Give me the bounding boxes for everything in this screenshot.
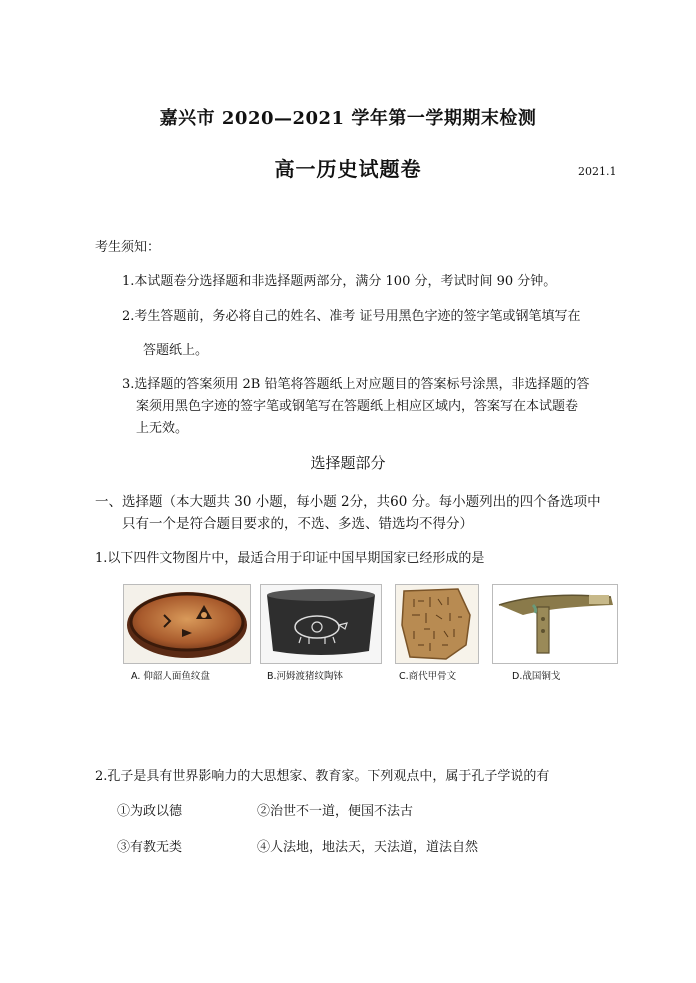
pottery-basin-image: [123, 584, 251, 664]
caption-a: A. 仰韶人面鱼纹盘: [131, 671, 210, 682]
caption-c: C.商代甲骨文: [399, 671, 457, 682]
notice-item-3-line2: 案须用黑色字迹的签字笔或钢笔写在答题纸上相应区域内，答案写在本试题卷: [136, 399, 579, 414]
notice-item-3-line3: 上无效。: [136, 421, 189, 436]
caption-b: B.河姆渡猪纹陶钵: [267, 671, 344, 682]
notice-heading: 考生须知：: [95, 240, 161, 255]
question-header-line1: 一、选择题（本大题共 30 小题，每小题 2分，共60 分。每小题列出的四个备选项中: [95, 494, 601, 510]
notice-item-2-line2: 答题纸上。: [143, 343, 209, 358]
caption-d: D.战国铜戈: [512, 671, 561, 682]
notice-item-1: 1.本试题卷分选择题和非选择题两部分，满分 100 分，考试时间 90 分钟。: [122, 274, 557, 289]
question-2-option-4: ④人法地，地法天，天法道，道法自然: [257, 840, 479, 855]
bronze-ge-image: [492, 584, 618, 664]
paper-subtitle: 高一历史试题卷: [274, 157, 422, 181]
pig-pattern-bowl-image: [260, 584, 382, 664]
oracle-bone-image: [395, 584, 479, 664]
exam-title: 嘉兴市 2020—2021 学年第一学期期末检测: [159, 108, 537, 129]
question-2-option-3: ③有教无类: [117, 840, 183, 855]
notice-item-2-line1: 2.考生答题前，务必将自己的姓名、准考 证号用黑色字迹的签字笔或钢笔填写在: [122, 309, 581, 324]
question-2-option-1: ①为政以德: [117, 804, 183, 819]
question-2-option-2: ②治世不一道，便国不法古: [257, 804, 414, 819]
question-header-line2: 只有一个是符合题目要求的，不选、多选、错选均不得分）: [122, 516, 473, 532]
question-1-stem: 1.以下四件文物图片中，最适合用于印证中国早期国家已经形成的是: [95, 551, 485, 566]
question-2-stem: 2.孔子是具有世界影响力的大思想家、教育家。下列观点中，属于孔子学说的有: [95, 769, 550, 784]
section-title: 选择题部分: [310, 454, 386, 472]
notice-item-3-line1: 3.选择题的答案须用 2B 铅笔将答题纸上对应题目的答案标号涂黑，非选择题的答: [122, 377, 590, 392]
exam-date: 2021.1: [578, 165, 617, 178]
